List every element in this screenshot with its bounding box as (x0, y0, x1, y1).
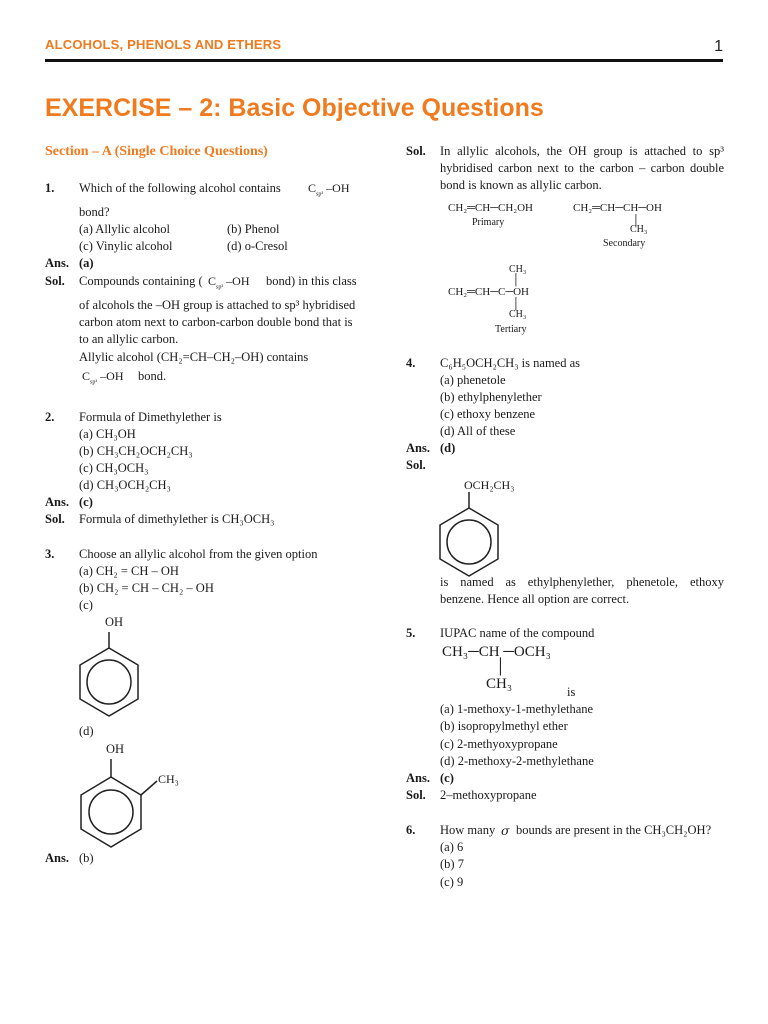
q3-option-a: (a) CH₂ = CH – OH (79, 564, 179, 578)
q1-sol-line5: Allylic alcohol (CH₂=CH–CH₂–OH) contains (79, 350, 309, 364)
q2-option-d: (d) CH₃OCH₂CH₃ (79, 478, 171, 492)
q3-sol-label: Sol. (406, 144, 426, 158)
q1-number: 1. (45, 181, 55, 195)
q5-option-b: (b) isopropylmethyl ether (440, 719, 568, 733)
q2-solution: Formula of dimethylether is CH₃OCH₃ (79, 512, 275, 526)
q1-sol-line6: bond. (138, 369, 167, 383)
q2-sol-label: Sol. (45, 512, 65, 526)
q4-option-c: (c) ethoxy benzene (440, 407, 536, 421)
q1-sol-line4: to an allylic carbon. (79, 332, 179, 346)
q1-option-a: (a) Allylic alcohol (79, 222, 170, 236)
tertiary-bottom-ch3: CH₃ (509, 309, 527, 320)
q2-text: Formula of Dimethylether is (79, 410, 222, 424)
q4-sol-label: Sol. (406, 458, 426, 472)
q6-option-b: (b) 7 (440, 857, 464, 871)
q5-ans-label: Ans. (406, 771, 430, 785)
q3-cresol-structure (72, 755, 162, 850)
q1-sol-line3: carbon atom next to carbon-carbon double bond that is (79, 315, 353, 329)
q5-branch-ch3: CH₃ (486, 676, 513, 692)
q6-option-c: (c) 9 (440, 875, 464, 889)
secondary-label: Secondary (603, 238, 646, 249)
q1-sol-label: Sol. (45, 274, 65, 288)
q4-number: 4. (406, 356, 416, 370)
q6-number: 6. (406, 823, 416, 837)
q5-solution: 2–methoxypropane (440, 788, 537, 802)
q5-branch-bond: │ (495, 659, 506, 675)
q3-number: 3. (45, 547, 55, 561)
q1-option-d: (d) o-Cresol (227, 239, 288, 253)
q4-option-a: (a) phenetole (440, 373, 506, 387)
page-title: EXERCISE – 2: Basic Objective Questions (45, 94, 544, 122)
q5-option-d: (d) 2-methoxy-2-methylethane (440, 754, 594, 768)
q1-ans-label: Ans. (45, 256, 69, 270)
q4-ans-label: Ans. (406, 441, 430, 455)
header-rule (45, 59, 723, 62)
q3-option-b: (b) CH₂ = CH – CH₂ – OH (79, 581, 214, 595)
q6-sigma: σ (501, 823, 510, 838)
q4-ethoxy-label: OCH₂CH₃ (464, 478, 515, 492)
q1-text: Which of the following alcohol contains (79, 181, 281, 195)
q2-number: 2. (45, 410, 55, 424)
q4-answer: (d) (440, 441, 456, 455)
q3-text: Choose an allylic alcohol from the given option (79, 547, 318, 561)
q5-option-c: (c) 2-methyoxypropane (440, 737, 558, 751)
primary-label: Primary (472, 217, 505, 228)
q1-sol-csp3-b: $C_{sp^3}$ –OH (82, 369, 124, 386)
q4-solution: is named as ethylphenylether, phenetole, ethoxy benzene. Hence all option are correct. (440, 575, 724, 606)
q3-phenol-oh: OH (105, 615, 124, 629)
q5-number: 5. (406, 626, 416, 640)
q5-answer: (c) (440, 771, 454, 785)
primary-formula: CH₂═CH─CH₂OH (448, 202, 533, 214)
q5-text: IUPAC name of the compound (440, 626, 595, 640)
q4-text: C₆H₅OCH₂CH₃ is named as (440, 356, 580, 370)
chapter-header: ALCOHOLS, PHENOLS AND ETHERS (45, 37, 282, 52)
q3-solution: In allylic alcohols, the OH group is attached to sp³ hybridised carbon next to the carbon – carbon double bond is known as allylic carbon. (440, 144, 724, 192)
q1-option-b: (b) Phenol (227, 222, 280, 236)
q2-option-b: (b) CH₃CH₂OCH₂CH₃ (79, 444, 193, 458)
q2-ans-label: Ans. (45, 495, 69, 509)
q1-option-c: (c) Vinylic alcohol (79, 239, 173, 253)
q6-text-a: How many (440, 823, 496, 837)
q5-formula: CH₃─CH ─OCH₃ (442, 644, 551, 660)
q4-phenetole-structure (432, 490, 512, 580)
q4-option-d: (d) All of these (440, 424, 516, 438)
q5-sol-label: Sol. (406, 788, 426, 802)
q1-text-cont: bond? (79, 205, 110, 219)
q2-option-c: (c) CH₃OCH₃ (79, 461, 149, 475)
secondary-formula: CH₂═CH─CH─OH (573, 202, 662, 214)
q1-csp3-symbol: $C_{sp^3}$ –OH (308, 181, 350, 198)
page-number: 1 (714, 38, 723, 55)
q3-ans-label: Ans. (45, 851, 69, 865)
q3-option-d: (d) (79, 724, 94, 738)
tertiary-formula: CH₂═CH─C─OH (448, 286, 530, 298)
q3-phenol-structure (72, 628, 152, 718)
tertiary-top-ch3: CH₃ (509, 264, 527, 275)
q3-answer: (b) (79, 851, 94, 865)
q3-cresol-oh: OH (106, 742, 125, 756)
section-heading: Section – A (Single Choice Questions) (45, 144, 268, 159)
secondary-bond: │ (632, 215, 640, 227)
q5-option-a: (a) 1-methoxy-1-methylethane (440, 702, 594, 716)
q6-option-a: (a) 6 (440, 840, 464, 854)
q3-option-c: (c) (79, 598, 93, 612)
q1-answer: (a) (79, 256, 94, 270)
q1-sol-line1: Compounds containing ( (79, 274, 203, 288)
q2-answer: (c) (79, 495, 93, 509)
secondary-ch3: CH₃ (630, 224, 648, 235)
q1-sol-line2: of alcohols the –OH group is attached to sp³ hybridised (79, 298, 356, 312)
q4-option-b: (b) ethylphenylether (440, 390, 542, 404)
tertiary-bottom-bond: │ (512, 298, 520, 310)
tertiary-label: Tertiary (495, 324, 527, 335)
tertiary-top-bond: │ (512, 274, 520, 286)
q5-is: is (567, 685, 576, 699)
q6-text-b: bounds are present in the CH₃CH₂OH? (516, 823, 712, 837)
q1-sol-csp3: $C_{sp^3}$ –OH (208, 274, 250, 291)
q2-option-a: (a) CH₃OH (79, 427, 136, 441)
q1-sol-line1b: bond) in this class (266, 274, 357, 288)
q3-cresol-ch3: CH₃ (158, 772, 179, 786)
